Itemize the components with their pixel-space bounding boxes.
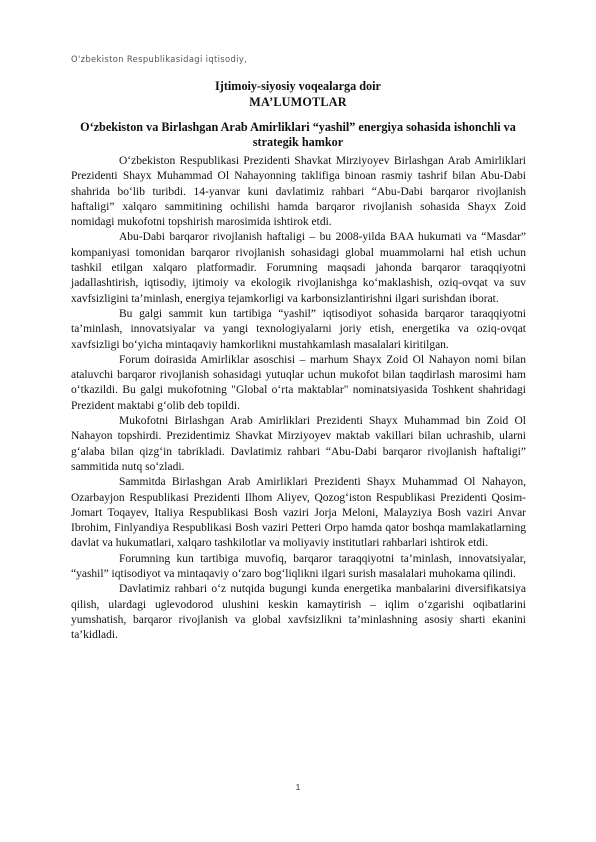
paragraph: O‘zbekiston Respublikasi Prezidenti Shavkat Mirziyoyev Birlashgan Arab Amirliklari Prezidenti Shayx Muhammad Ol Nahayonning taklifiga binoan rasmiy tashrif bilan Abu-Dabi shahrida bo‘lib turibdi. 14-yanvar kuni davlatimiz rahbari “Abu-Dabi barqaror rivojlanish haftaligi” xalqaro sammitining ochilishi hamda barqaror rivojlanish sohasida Shayx Zoid nomidagi mukofotni topshirish marosimida ishtirok etdi. <box>71 155 526 229</box>
paragraph: Abu-Dabi barqaror rivojlanish haftaligi – bu 2008-yilda BAA hukumati va “Masdar” kompaniyasi tomonidan barqaror rivojlanish sohasidagi global muammolarni hal etish uchun tashkil etilgan xalqaro platformadir. Forumning maqsadi jahonda barqaror taraqqiyotni jadallashtirish, iqtisodiy, ijtimoiy va ekologik rivojlanishga ko‘maklashish, oziq-ovqat va suv xavfsizligini ta’minlash, energiya tejamkorligi va karbonsizlantirishni ilgari surishdan iborat. <box>71 231 526 305</box>
article-body <box>71 154 526 644</box>
document-heading: MA’LUMOTLAR <box>249 95 347 109</box>
header-note: O'zbekiston Respublikasidagi iqtisodiy, <box>71 54 248 64</box>
document-title: Ijtimoiy-siyosiy voqealarga doir <box>215 79 381 93</box>
paragraph: Bu galgi sammit kun tartibiga “yashil” iqtisodiyot sohasida barqaror taraqqiyotni ta’minlash, innovatsiyalar va yangi texnologiyalarni joriy etish, energetika va oziq-ovqat xavfsizligi bo‘yicha mintaqaviy hamkorlikni mustahkamlash masalalari kiritilgan. <box>71 307 526 351</box>
paragraph: Davlatimiz rahbari o‘z nutqida bugungi kunda energetika manbalarini diversifikatsiya qilish, ulardagi uglevodorod ulushini keskin kamaytirish – iqlim o‘zgarishi oqibatlarini yumshatish, barqaror rivojlanish va global xavfsizlikni ta’minlashning asosiy sharti ekanini ta’kidladi. <box>71 583 526 642</box>
article-subtitle: O‘zbekiston va Birlashgan Arab Amirliklari “yashil” energiya sohasida ishonchli va strategik hamkor <box>80 120 516 149</box>
paragraph: Sammitda Birlashgan Arab Amirliklari Prezidenti Shayx Muhammad Ol Nahayon, Ozarbayjon Respublikasi Prezidenti Ilhom Aliyev, Qozog‘iston Respublikasi Prezidenti Qosim-Jomart Toqayev, Italiya Respublikasi Bosh vaziri Jorja Meloni, Malayziya Bosh vaziri Anvar Ibrohim, Finlyandiya Respublikasi Bosh vaziri Petteri Orpo hamda qator boshqa mamlakatlarning davlat va hukumatlari, xalqaro tashkilotlar va moliyaviy institutlari rahbarlari ishtirok etdi. <box>71 476 526 550</box>
paragraph: Mukofotni Birlashgan Arab Amirliklari Prezidenti Shayx Muhammad bin Zoid Ol Nahayon topshirdi. Prezidentimiz Shavkat Mirziyoyev maktab vakillari bilan uchrashib, ularni g‘alaba bilan qizg‘in tabrikladi. Davlatimiz rahbari “Abu-Dabi barqaror rivojlanish haftaligi” sammitida nutq so‘zladi. <box>71 415 526 473</box>
paragraph: Forumning kun tartibiga muvofiq, barqaror taraqqiyotni ta’minlash, innovatsiyalar, “yashil” iqtisodiyot va mintaqaviy o‘zaro bog‘liqlikni ilgari surish masalalari muhokama qilindi. <box>71 552 526 581</box>
page-number: 1 <box>295 782 301 792</box>
paragraph: Forum doirasida Amirliklar asoschisi – marhum Shayx Zoid Ol Nahayon nomi bilan ataluvchi barqaror rivojlanish sohasidagi yutuqlar uchun mukofot bilan taqdirlash marosimi ham o‘tkazildi. Bu galgi mukofotning "Global o‘rta maktablar" nominatsiyasida Toshkent shahridagi Prezident maktabi g‘olib deb topildi. <box>71 353 526 412</box>
